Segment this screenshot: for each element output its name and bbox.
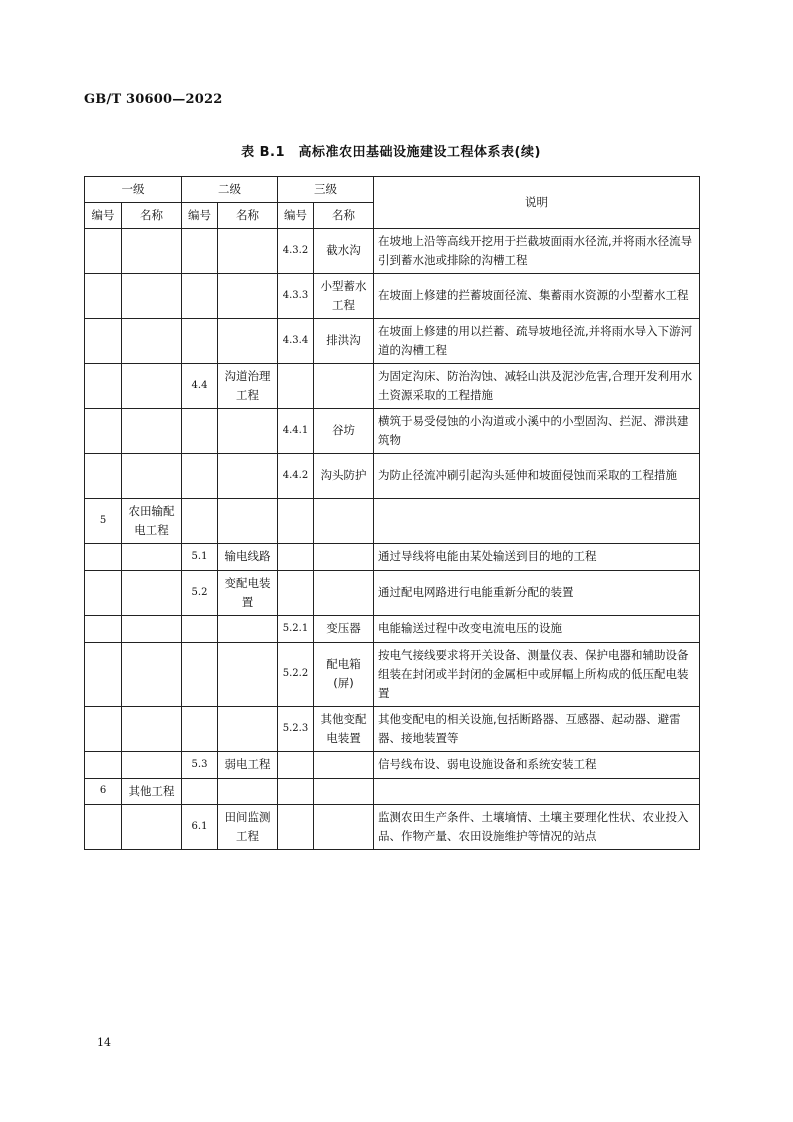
header-name: 名称 (218, 202, 278, 228)
standard-id: GB/T 30600—2022 (84, 92, 223, 107)
description (374, 778, 700, 804)
table-row (85, 804, 700, 849)
table-row (85, 615, 700, 642)
level2-code: 5.1 (182, 543, 218, 570)
description: 信号线布设、弱电设施设备和系统安装工程 (374, 751, 700, 778)
table-row (85, 273, 700, 318)
description: 横筑于易受侵蚀的小沟道或小溪中的小型固沟、拦泥、滞洪建筑物 (374, 408, 700, 453)
level1-name (122, 751, 182, 778)
header-code: 编号 (85, 202, 122, 228)
table-row (85, 453, 700, 498)
level3-name (314, 778, 374, 804)
description: 电能输送过程中改变电流电压的设施 (374, 615, 700, 642)
level2-name: 弱电工程 (218, 751, 278, 778)
table-row (85, 642, 700, 706)
level3-name: 其他变配电装置 (314, 706, 374, 751)
level1-name (122, 706, 182, 751)
header-level2: 二级 (182, 177, 278, 203)
level1-code (85, 363, 122, 408)
level3-code: 5.2.3 (278, 706, 314, 751)
description: 在坡地上沿等高线开挖用于拦截坡面雨水径流,并将雨水径流导引到蓄水池或排除的沟槽工程 (374, 228, 700, 273)
level3-code (278, 804, 314, 849)
level2-name: 输电线路 (218, 543, 278, 570)
level2-code (182, 498, 218, 543)
level3-code: 5.2.2 (278, 642, 314, 706)
level2-name (218, 706, 278, 751)
level3-code (278, 751, 314, 778)
level3-name: 小型蓄水工程 (314, 273, 374, 318)
level2-code (182, 408, 218, 453)
level1-name (122, 228, 182, 273)
level3-code (278, 498, 314, 543)
table-row (85, 318, 700, 363)
level1-code (85, 273, 122, 318)
level2-code (182, 228, 218, 273)
level3-name (314, 363, 374, 408)
table-row (85, 570, 700, 615)
level1-code: 6 (85, 778, 122, 804)
level1-code (85, 318, 122, 363)
description (374, 498, 700, 543)
description: 监测农田生产条件、土壤墒情、土壤主要理化性状、农业投入品、作物产量、农田设施维护等情况的站点 (374, 804, 700, 849)
level2-code (182, 706, 218, 751)
level3-code (278, 543, 314, 570)
level2-name (218, 778, 278, 804)
level1-name (122, 273, 182, 318)
description: 为固定沟床、防治沟蚀、减轻山洪及泥沙危害,合理开发利用水土资源采取的工程措施 (374, 363, 700, 408)
level3-code: 4.3.2 (278, 228, 314, 273)
level3-code: 4.4.1 (278, 408, 314, 453)
level3-name: 配电箱(屏) (314, 642, 374, 706)
level2-code (182, 642, 218, 706)
level1-code (85, 228, 122, 273)
level1-code (85, 642, 122, 706)
level1-name (122, 804, 182, 849)
level1-code (85, 453, 122, 498)
table-row (85, 408, 700, 453)
level3-code (278, 570, 314, 615)
level2-code: 5.2 (182, 570, 218, 615)
level3-name (314, 543, 374, 570)
level3-name: 沟头防护 (314, 453, 374, 498)
level2-code (182, 778, 218, 804)
level1-name (122, 615, 182, 642)
table-row (85, 363, 700, 408)
table-caption: 表 B.1 高标准农田基础设施建设工程体系表(续) (241, 145, 541, 160)
table-row (85, 228, 700, 273)
table-row (85, 543, 700, 570)
table-row (85, 498, 700, 543)
level2-code (182, 615, 218, 642)
table-row (85, 778, 700, 804)
header-level1: 一级 (85, 177, 182, 203)
level1-code (85, 706, 122, 751)
description: 其他变配电的相关设施,包括断路器、互感器、起动器、避雷器、接地装置等 (374, 706, 700, 751)
level2-name (218, 408, 278, 453)
level1-name: 其他工程 (122, 778, 182, 804)
level3-name: 截水沟 (314, 228, 374, 273)
level2-code: 4.4 (182, 363, 218, 408)
description: 通过配电网路进行电能重新分配的装置 (374, 570, 700, 615)
level1-name (122, 543, 182, 570)
level3-name (314, 570, 374, 615)
level1-name (122, 570, 182, 615)
level3-name: 谷坊 (314, 408, 374, 453)
level3-name (314, 751, 374, 778)
level1-code (85, 543, 122, 570)
level1-code (85, 408, 122, 453)
header-level3: 三级 (278, 177, 374, 203)
level3-code: 4.4.2 (278, 453, 314, 498)
header-code: 编号 (278, 202, 314, 228)
description: 在坡面上修建的用以拦蓄、疏导坡地径流,并将雨水导入下游河道的沟槽工程 (374, 318, 700, 363)
level2-name (218, 273, 278, 318)
level3-name: 排洪沟 (314, 318, 374, 363)
description: 在坡面上修建的拦蓄坡面径流、集蓄雨水资源的小型蓄水工程 (374, 273, 700, 318)
page-number: 14 (97, 1036, 111, 1049)
engineering-system-table (84, 176, 700, 850)
level2-name (218, 498, 278, 543)
level2-name (218, 228, 278, 273)
level1-code (85, 570, 122, 615)
level2-name (218, 615, 278, 642)
level3-code: 4.3.3 (278, 273, 314, 318)
level3-code (278, 778, 314, 804)
description: 通过导线将电能由某处输送到目的地的工程 (374, 543, 700, 570)
level3-code (278, 363, 314, 408)
level2-name: 田间监测工程 (218, 804, 278, 849)
level2-name: 变配电装置 (218, 570, 278, 615)
level1-code: 5 (85, 498, 122, 543)
level1-name (122, 408, 182, 453)
description: 为防止径流冲刷引起沟头延伸和坡面侵蚀而采取的工程措施 (374, 453, 700, 498)
header-code: 编号 (182, 202, 218, 228)
header-description: 说明 (374, 177, 700, 229)
level1-name (122, 318, 182, 363)
level3-code: 5.2.1 (278, 615, 314, 642)
level3-name (314, 804, 374, 849)
header-name: 名称 (122, 202, 182, 228)
level2-code: 6.1 (182, 804, 218, 849)
table-row (85, 751, 700, 778)
table-row (85, 706, 700, 751)
header-name: 名称 (314, 202, 374, 228)
level2-code: 5.3 (182, 751, 218, 778)
level2-code (182, 318, 218, 363)
description: 按电气接线要求将开关设备、测量仪表、保护电器和辅助设备组装在封闭或半封闭的金属柜中或屏幅上所构成的低压配电装置 (374, 642, 700, 706)
level1-code (85, 751, 122, 778)
level1-code (85, 804, 122, 849)
level2-name (218, 642, 278, 706)
level2-code (182, 273, 218, 318)
level1-name (122, 363, 182, 408)
level1-name (122, 642, 182, 706)
level2-name (218, 453, 278, 498)
level2-name (218, 318, 278, 363)
level3-name (314, 498, 374, 543)
level3-name: 变压器 (314, 615, 374, 642)
level1-code (85, 615, 122, 642)
level3-code: 4.3.4 (278, 318, 314, 363)
level1-name: 农田输配电工程 (122, 498, 182, 543)
level2-name: 沟道治理工程 (218, 363, 278, 408)
level2-code (182, 453, 218, 498)
level1-name (122, 453, 182, 498)
